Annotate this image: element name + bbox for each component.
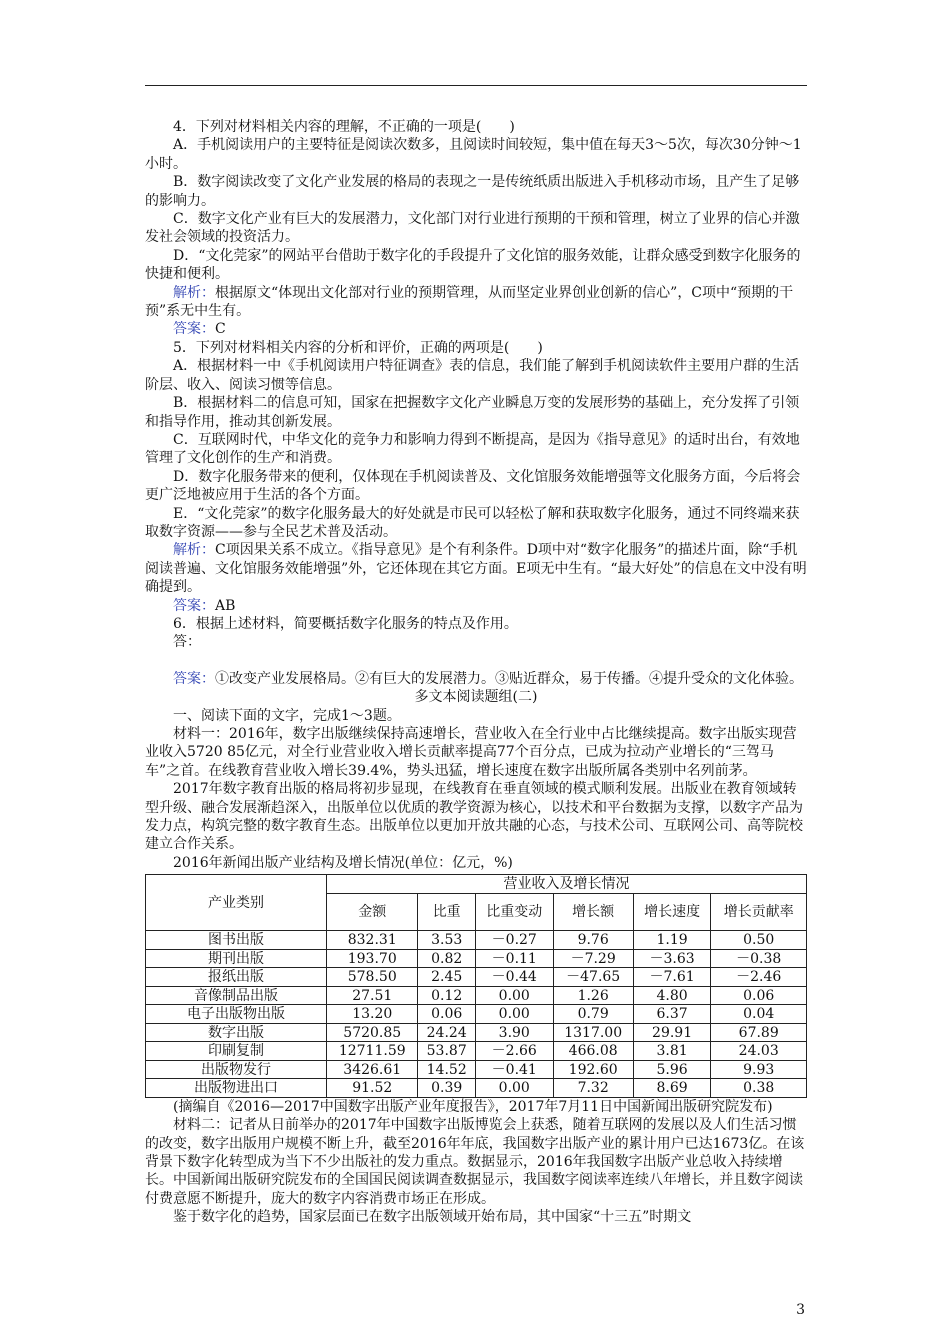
- paragraph-text: 答：: [173, 634, 201, 651]
- category-header: 产业类别: [146, 875, 327, 931]
- table-cell: 0.06: [711, 986, 807, 1005]
- table-cell: 7.32: [553, 1079, 633, 1098]
- material-section: [145, 1098, 807, 1227]
- paragraph-text: C．互联网时代，中华文化的竞争力和影响力得到不断提高，是因为《指导意见》的适时出台，有效地管理了文化创作的生产和消费。: [145, 431, 800, 467]
- paragraph: [145, 339, 807, 357]
- answer-paragraph: [145, 541, 807, 596]
- paragraph: [145, 615, 807, 633]
- document-body: [145, 118, 807, 1227]
- paragraph-text: 鉴于数字化的趋势，国家层面已在数字出版领域开始布局，其中国家“十三五”时期文: [173, 1209, 692, 1226]
- row-category: 报纸出版: [146, 968, 327, 987]
- industry-structure-table: [145, 874, 807, 1098]
- table-cell: －2.66: [475, 1042, 553, 1061]
- table-cell: －7.29: [553, 949, 633, 968]
- table-cell: 0.00: [475, 1005, 553, 1024]
- table-row: [146, 968, 807, 987]
- paragraph: [145, 1116, 807, 1208]
- table-cell: 0.12: [418, 986, 475, 1005]
- col-header: 增长额: [553, 894, 633, 931]
- table-cell: －7.61: [633, 968, 711, 987]
- row-category: 数字出版: [146, 1023, 327, 1042]
- table-cell: 192.60: [553, 1060, 633, 1079]
- paragraph-text: D．数字化服务带来的便利，仅体现在手机阅读普及、文化馆服务效能增强等文化服务方面，今后将会更广泛地被应用于生活的各个方面。: [145, 468, 801, 504]
- answer-label: 答案：: [173, 670, 215, 687]
- table-cell: 0.38: [711, 1079, 807, 1098]
- table-cell: 578.50: [327, 968, 418, 987]
- paragraph: [145, 725, 807, 780]
- table-cell: 0.04: [711, 1005, 807, 1024]
- paragraph-text: C项因果关系不成立。《指导意见》是个有利条件。D项中对“数字化服务”的描述片面，除“手机阅读普遍、文化馆服务效能增强”外，它还体现在其它方面。E项无中生有。“最大好处”的信息在文中没有明确提到。: [145, 542, 807, 596]
- table-cell: 27.51: [327, 986, 418, 1005]
- table-cell: －2.46: [711, 968, 807, 987]
- table-cell: 1.19: [633, 931, 711, 950]
- row-category: 音像制品出版: [146, 986, 327, 1005]
- paragraph: [145, 357, 807, 394]
- table-cell: 29.91: [633, 1023, 711, 1042]
- table-cell: 0.00: [475, 986, 553, 1005]
- row-category: 出版物发行: [146, 1060, 327, 1079]
- paragraph-text: C．数字文化产业有巨大的发展潜力，文化部门对行业进行预期的干预和管理，树立了业界的信心并激发社会领域的投资活力。: [145, 211, 800, 246]
- table-cell: 9.93: [711, 1060, 807, 1079]
- table-cell: 4.80: [633, 986, 711, 1005]
- col-header: 增长速度: [633, 894, 711, 931]
- answer-label: 答案：: [173, 597, 215, 614]
- table-row: [146, 1005, 807, 1024]
- paragraph-text: 6．根据上述材料，简要概括数字化服务的特点及作用。: [173, 615, 518, 632]
- row-category: 图书出版: [146, 931, 327, 950]
- table-row: [146, 1023, 807, 1042]
- table-cell: 1.26: [553, 986, 633, 1005]
- paragraph: [145, 505, 807, 542]
- paragraph-text: 材料一：2016年，数字出版继续保持高速增长，营业收入在全行业中占比继续提高。数字出版实现营业收入5720 85亿元，对全行业营业收入增长贡献率提高77个百分点，已成为拉动产业增长的“三驾马车”之首。在线教育营业收入增长39.4%，势头迅猛，增长速度在数字出版所属各类别中名列前茅。: [145, 726, 797, 779]
- paragraph-text: AB: [215, 597, 236, 614]
- table-cell: 3.81: [633, 1042, 711, 1061]
- table-cell: 53.87: [418, 1042, 475, 1061]
- table-cell: 6.37: [633, 1005, 711, 1024]
- paragraph-text: 材料二：记者从日前举办的2017年中国数字出版博览会上获悉，随着互联网的发展以及人们生活习惯的改变，数字出版用户规模不断上升，截至2016年年底，我国数字出版产业的累计用户已达1673亿。在该背景下数字化转型成为当下不少出版社的发力重点。数据显示，2016年我国数字出版产业总收入持续增长。中国新闻出版研究院发布的全国国民阅读调查数据显示，我国数字阅读率连续八年增长，并且数字阅读付费意愿不断提升，庞大的数字内容消费市场正在形成。: [145, 1117, 805, 1207]
- paragraph-text: ①改变产业发展格局。②有巨大的发展潜力。③贴近群众，易于传播。④提升受众的文化体验。: [215, 670, 803, 687]
- table-cell: 3.90: [475, 1023, 553, 1042]
- table-cell: 193.70: [327, 949, 418, 968]
- answer-label: 答案：: [173, 321, 215, 338]
- table-cell: 24.03: [711, 1042, 807, 1061]
- paragraph: [145, 854, 807, 872]
- paragraph-text: 4．下列对材料相关内容的理解，不正确的一项是( ): [173, 119, 515, 135]
- table-row: [146, 1042, 807, 1061]
- table-cell: －47.65: [553, 968, 633, 987]
- paragraph-text: D．“文化莞家”的网站平台借助于数字化的手段提升了文化馆的服务效能，让群众感受到数字化服务的快捷和便利。: [145, 247, 801, 283]
- header-rule: [145, 85, 807, 86]
- table-cell: 2.45: [418, 968, 475, 987]
- table-cell: 5720.85: [327, 1023, 418, 1042]
- paragraph: [145, 136, 807, 173]
- paragraph: [145, 210, 807, 247]
- table-cell: 466.08: [553, 1042, 633, 1061]
- table-cell: －0.41: [475, 1060, 553, 1079]
- paragraph: [145, 633, 807, 651]
- row-category: 电子出版物出版: [146, 1005, 327, 1024]
- question-section: [145, 118, 807, 872]
- answer-paragraph: [145, 284, 807, 321]
- paragraph-text: 5．下列对材料相关内容的分析和评价，正确的两项是( ): [173, 339, 543, 356]
- table-cell: 1317.00: [553, 1023, 633, 1042]
- paragraph: [145, 1098, 807, 1116]
- paragraph: [145, 707, 807, 725]
- paragraph: [145, 394, 807, 431]
- table-cell: 9.76: [553, 931, 633, 950]
- answer-paragraph: [145, 670, 807, 688]
- row-category: 期刊出版: [146, 949, 327, 968]
- paragraph-text: B．数字阅读改变了文化产业发展的格局的表现之一是传统纸质出版进入手机移动市场，且产生了足够的影响力。: [145, 174, 800, 209]
- table-cell: 14.52: [418, 1060, 475, 1079]
- table-cell: －3.63: [633, 949, 711, 968]
- row-category: 出版物进出口: [146, 1079, 327, 1098]
- answer-label: 解析：: [173, 542, 215, 559]
- table-cell: －0.38: [711, 949, 807, 968]
- paragraph-text: E．“文化莞家”的数字化服务最大的好处就是市民可以轻松了解和获取数字化服务，通过不同终端来获取数字资源——参与全民艺术普及活动。: [145, 505, 800, 540]
- paragraph-text: 多文本阅读题组(二): [414, 689, 538, 706]
- table-cell: 0.00: [475, 1079, 553, 1098]
- paragraph-text: A．手机阅读用户的主要特征是阅读次数多，且阅读时间较短，集中值在每天3～5次，每次30分钟～1小时。: [145, 137, 802, 172]
- table-cell: 3426.61: [327, 1060, 418, 1079]
- table-row: [146, 949, 807, 968]
- answer-space: [145, 652, 807, 670]
- table-cell: －0.11: [475, 949, 553, 968]
- table-cell: －0.44: [475, 968, 553, 987]
- paragraph-text: C: [215, 321, 226, 338]
- table-cell: 0.06: [418, 1005, 475, 1024]
- table-cell: 12711.59: [327, 1042, 418, 1061]
- table-row: [146, 1079, 807, 1098]
- table-cell: 24.24: [418, 1023, 475, 1042]
- answer-paragraph: [145, 320, 807, 338]
- paragraph: [145, 780, 807, 854]
- paragraph-text: 2017年数字教育出版的格局将初步显现，在线教育在垂直领域的模式顺利发展。出版业在教育领域转型升级、融合发展渐趋深入，出版单位以优质的教学资源为核心，以技术和平台数据为支撑，以数字产品为发力点，构筑完整的数字教育生态。出版单位以更加开放共融的心态，与技术公司、互联网公司、高等院校建立合作关系。: [145, 781, 803, 853]
- paragraph: [145, 247, 807, 284]
- paragraph: [145, 431, 807, 468]
- col-header: 比重: [418, 894, 475, 931]
- answer-label: 解析：: [173, 284, 215, 301]
- table-cell: 8.69: [633, 1079, 711, 1098]
- table-row: [146, 986, 807, 1005]
- table-cell: 13.20: [327, 1005, 418, 1024]
- table-cell: 91.52: [327, 1079, 418, 1098]
- table-cell: 5.96: [633, 1060, 711, 1079]
- row-category: 印刷复制: [146, 1042, 327, 1061]
- table-row: [146, 1060, 807, 1079]
- table-cell: 67.89: [711, 1023, 807, 1042]
- table-cell: 832.31: [327, 931, 418, 950]
- col-header: 增长贡献率: [711, 894, 807, 931]
- table-cell: 0.50: [711, 931, 807, 950]
- paragraph: [145, 118, 807, 136]
- table-cell: 0.82: [418, 949, 475, 968]
- group-header: 营业收入及增长情况: [327, 875, 807, 894]
- table-cell: 0.39: [418, 1079, 475, 1098]
- paragraph-text: B．根据材料二的信息可知，国家在把握数字文化产业瞬息万变的发展形势的基础上，充分发挥了引领和指导作用，推动其创新发展。: [145, 395, 800, 430]
- section-title: [145, 688, 807, 706]
- paragraph-text: 一、阅读下面的文字，完成1～3题。: [173, 707, 401, 724]
- paragraph: [145, 173, 807, 210]
- table-row: [146, 931, 807, 950]
- col-header: 比重变动: [475, 894, 553, 931]
- paragraph-text: A．根据材料一中《手机阅读用户特征调查》表的信息，我们能了解到手机阅读软件主要用户群的生活阶层、收入、阅读习惯等信息。: [145, 358, 800, 393]
- table-cell: －0.27: [475, 931, 553, 950]
- paragraph: [145, 468, 807, 505]
- col-header: 金额: [327, 894, 418, 931]
- table-cell: 0.79: [553, 1005, 633, 1024]
- table-cell: 3.53: [418, 931, 475, 950]
- paragraph-text: 根据原文“体现出文化部对行业的预期管理，从而坚定业界创业创新的信心”，C项中“预期的干预”系无中生有。: [145, 284, 794, 320]
- page-number: 3: [796, 1302, 805, 1318]
- paragraph-text: 2016年新闻出版产业结构及增长情况(单位：亿元，%): [173, 854, 513, 871]
- answer-paragraph: [145, 597, 807, 615]
- paragraph: [145, 1208, 807, 1226]
- paragraph-text: (摘编自《2016—2017中国数字出版产业年度报告》，2017年7月11日中国新闻出版研究院发布): [173, 1098, 773, 1115]
